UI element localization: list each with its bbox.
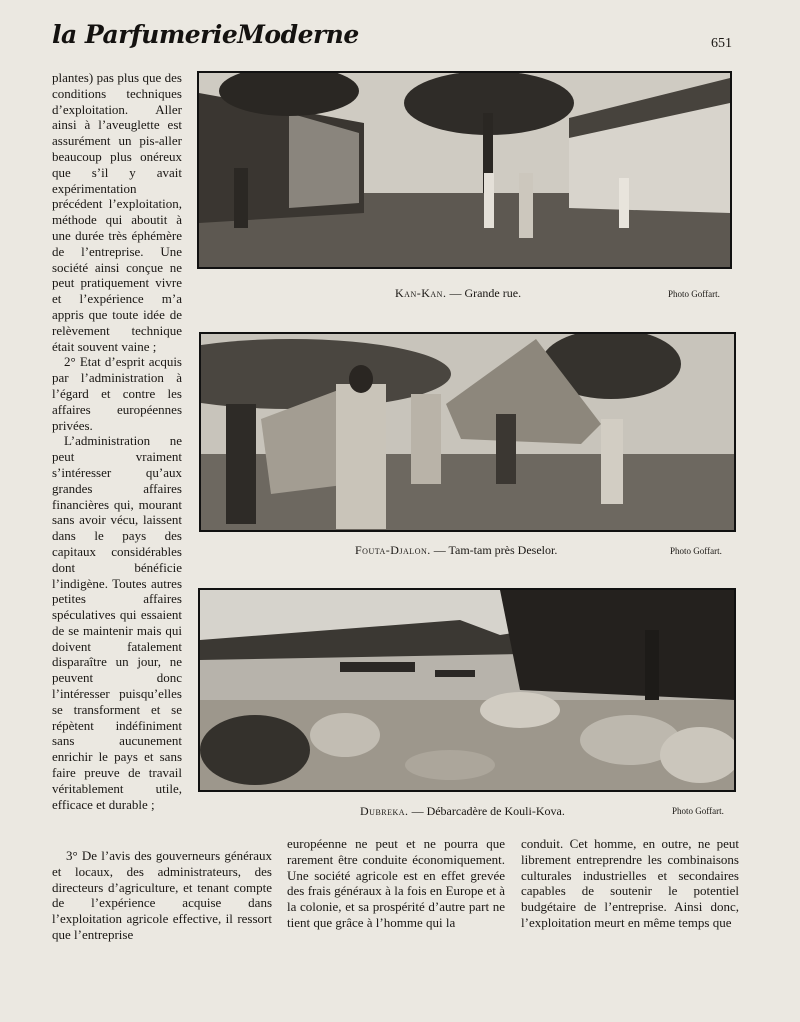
paragraph-2: 2° Etat d’esprit acquis par l’administration à l’égard et contre les affaires européennes privées. (52, 354, 182, 433)
caption-photo-1 (395, 286, 521, 301)
caption-photo-3 (360, 804, 565, 819)
caption-text-3: — Débarcadère de Kouli-Kova. (408, 804, 565, 818)
middle-bottom-column: européenne ne peut et ne pourra que rarement être conduite économiquement. Une société agricole est en effet grevée des frais généraux à la fois en Europe et à la colonie, et sa prospérité d’autre part ne tient que grâce à l’homme qui la (287, 836, 505, 930)
photo-credit-2: Photo Goffart. (670, 546, 722, 556)
photo-credit-1: Photo Goffart. (668, 289, 720, 299)
page-number: 651 (711, 36, 732, 51)
caption-place-2: Fouta-Djalon. (355, 543, 431, 557)
photo-fouta-djalon-tamtam (199, 332, 736, 532)
street-scene-image (199, 73, 730, 267)
photo-kan-kan-street (197, 71, 732, 269)
right-bottom-column: conduit. Cet homme, en outre, ne peut librement entreprendre les combinaisons culturales industrielles et secondaires capables de soutenir le potentiel budgétaire de l’entreprise. Ainsi donc, l’exploitation meurt en même temps que (521, 836, 739, 930)
caption-text-1: — Grande rue. (446, 286, 522, 300)
paragraph-4: 3° De l’avis des gouverneurs généraux et locaux, des administrateurs, des directeurs d’agriculture, et tenant compte de l’expérience acquise dans l’exploitation agricole effective, il ressort que l’entreprise (52, 848, 272, 942)
caption-photo-2 (355, 543, 557, 558)
tamtam-scene-image (201, 334, 734, 530)
left-text-column (52, 70, 182, 812)
caption-text-2: — Tam-tam près Deselor. (430, 543, 558, 557)
paragraph-3: L’administration ne peut vraiment s’intéresser qu’aux grandes affaires financières qui, mourant sans avoir vécu, laissent dans le pays des capitaux considérables dont bénéficie l’indigène. Toutes autres petites affaires spéculatives qui essaient de se maintenir mais qui doivent fatalement disparaître un jour, ne peuvent donc l’intéresser puisqu’elles se transforment et se répètent indéfiniment sans aucunement enrichir le pays et sans faire preuve de travail véritablement utile, efficace et durable ; (52, 433, 182, 812)
landing-scene-image (200, 590, 734, 790)
paragraph-1: plantes) pas plus que des conditions techniques d’exploitation. Aller ainsi à l’aveuglette est assurément un pis-aller beaucoup plus onéreux que s’il y avait expérimentation précédent l’exploitation, méthode qui aboutit à une durée très éphémère de l’entreprise. Une société ainsi conçue ne peut pratiquement vivre et l’expérience m’a appris que toute idée de relèvement technique était souvent vaine ; (52, 70, 182, 354)
caption-place-1: Kan-Kan. (395, 286, 447, 300)
masthead-logo: la ParfumerieModerne (52, 20, 359, 49)
caption-place-3: Dubreka. (360, 804, 409, 818)
photo-credit-3: Photo Goffart. (672, 806, 724, 816)
photo-dubreka-landing (198, 588, 736, 792)
